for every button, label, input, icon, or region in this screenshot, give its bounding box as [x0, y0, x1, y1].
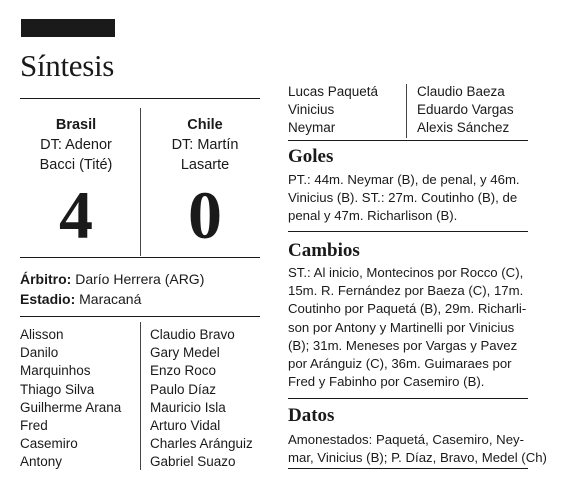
team-away-score: 0	[188, 177, 222, 253]
list-item: Claudio Bravo	[150, 327, 235, 342]
list-item: Neymar	[288, 120, 336, 136]
list-item: Claudio Baeza	[417, 84, 505, 99]
team-home-coach-line1: DT: Adenor	[40, 137, 112, 153]
lineup-home-list	[20, 326, 121, 472]
goles-heading: Goles	[288, 146, 334, 167]
list-item: Lucas Paquetá	[288, 84, 379, 99]
list-item: Antony	[20, 454, 63, 470]
text-line: por Aránguiz (C), 36m. Guimaraes por	[288, 355, 512, 371]
team-away-name: Chile	[187, 117, 223, 133]
lineup-away-list	[150, 326, 253, 472]
list-item: Eduardo Vargas	[417, 102, 514, 118]
stadium-label: Estadio:	[20, 291, 76, 307]
referee-line	[20, 269, 204, 289]
text-line: (B); 31m. Meneses por Vargas y Pavez	[288, 337, 518, 353]
goles-divider	[288, 231, 528, 232]
list-item: Alexis Sánchez	[417, 120, 510, 136]
lineup-cont-divider	[288, 140, 528, 141]
list-item: Alisson	[20, 327, 64, 342]
list-item: Marquinhos	[20, 363, 91, 379]
team-away-coach-line1: DT: Martín	[171, 137, 239, 153]
text-line: Fred y Fabinho por Casemiro (B).	[288, 374, 485, 390]
teams-bottom-divider	[20, 257, 260, 258]
list-item: Fred	[20, 418, 48, 434]
cambios-heading: Cambios	[288, 240, 360, 261]
lineup-home-list-cont	[288, 83, 378, 138]
text-line: 15m. R. Fernández por Baeza (C), 17m.	[288, 283, 524, 299]
text-line: penal y 47m. Richarlison (B).	[288, 208, 458, 224]
stadium-line	[20, 289, 141, 309]
teams-divider	[140, 108, 141, 256]
team-away	[146, 115, 264, 175]
team-home-coach-line2: Bacci (Tité)	[39, 157, 113, 173]
text-line: ST.: Al inicio, Montecinos por Rocco (C),	[288, 265, 524, 280]
text-line: Coutinho por Paquetá (B), 29m. Richarli-	[288, 301, 527, 317]
list-item: Thiago Silva	[20, 381, 95, 397]
lineup-away-list-cont	[417, 83, 514, 138]
datos-text	[288, 431, 547, 467]
list-item: Arturo Vidal	[150, 418, 221, 434]
text-line: Vinicius (B). ST.: 27m. Coutinho (B), de	[288, 190, 518, 206]
text-line: son por Antony y Martinelli por Vinicius	[288, 319, 515, 335]
datos-heading: Datos	[288, 405, 335, 426]
text-line: Amonestados: Paquetá, Casemiro, Ney-	[288, 432, 525, 447]
list-item: Vinicius	[288, 102, 335, 118]
list-item: Enzo Roco	[150, 363, 217, 379]
lineup-divider-right	[406, 84, 407, 138]
list-item: Guilherme Arana	[20, 399, 122, 415]
datos-divider	[288, 468, 528, 469]
list-item: Gary Medel	[150, 345, 220, 361]
list-item: Charles Aránguiz	[150, 436, 253, 452]
list-item: Danilo	[20, 345, 59, 361]
list-item: Paulo Díaz	[150, 381, 217, 397]
text-line: mar, Vinicius (B); P. Díaz, Bravo, Medel (Ch)	[288, 450, 547, 466]
stadium-value: Maracaná	[79, 291, 142, 307]
title-divider	[20, 98, 260, 99]
lineup-divider-left	[140, 322, 141, 470]
goles-text	[288, 171, 538, 226]
header-bar	[21, 19, 115, 37]
info-divider	[20, 316, 260, 317]
list-item: Casemiro	[20, 436, 78, 452]
cambios-divider	[288, 398, 528, 399]
list-item: Mauricio Isla	[150, 399, 226, 415]
referee-label: Árbitro:	[20, 271, 72, 287]
team-home-score: 4	[59, 177, 93, 253]
team-home	[17, 115, 135, 175]
page-title: Síntesis	[20, 48, 115, 83]
team-home-name: Brasil	[55, 117, 97, 133]
cambios-text	[288, 264, 538, 391]
referee-value: Darío Herrera (ARG)	[75, 271, 205, 287]
text-line: PT.: 44m. Neymar (B), de penal, y 46m.	[288, 172, 520, 187]
list-item: Gabriel Suazo	[150, 454, 236, 470]
team-away-coach-line2: Lasarte	[180, 157, 230, 173]
